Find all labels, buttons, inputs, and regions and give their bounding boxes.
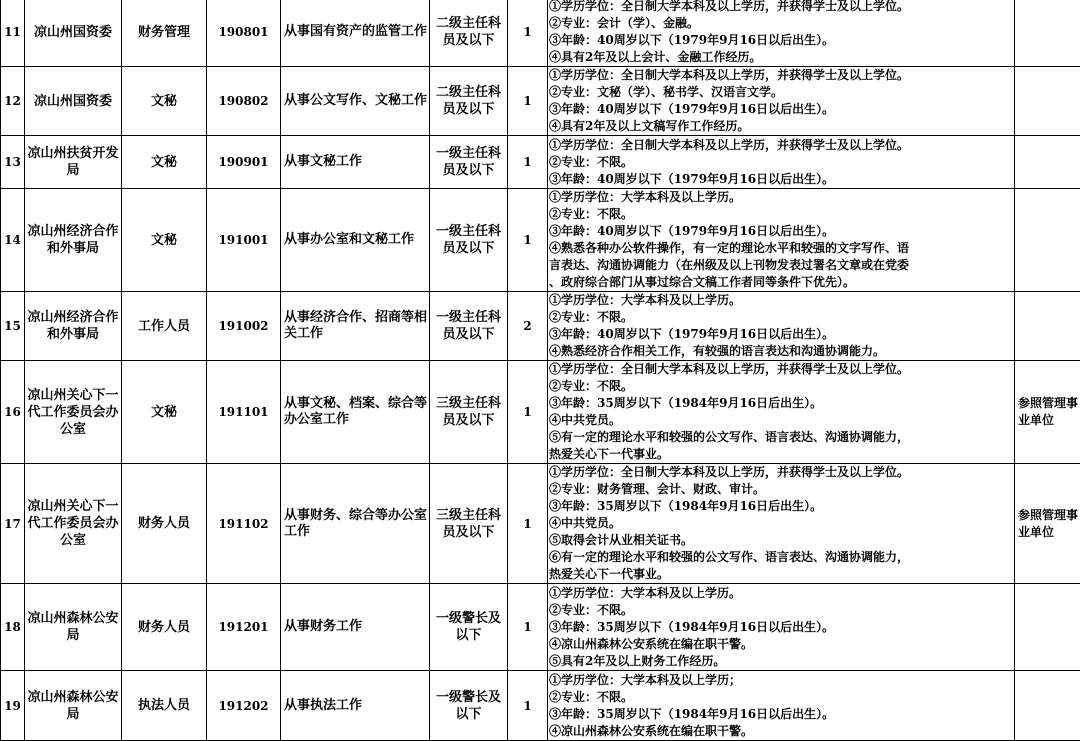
requirement-line: ①学历学位：全日制大学本科及以上学历，并获得学士及以上学位。	[549, 67, 1014, 84]
hiring-count: 1	[508, 361, 548, 464]
requirement-line: ③年龄：40周岁以下（1979年9月16日以后出生）。	[549, 223, 1014, 240]
table-row	[1, 67, 1080, 136]
job-grade: 三级主任科员及以下	[430, 464, 508, 584]
requirements-cell	[548, 361, 1015, 464]
position-name: 财务管理	[122, 0, 207, 67]
position-code: 191101	[207, 361, 281, 464]
job-duty: 从事经济合作、招商等相关工作	[281, 292, 430, 361]
job-grade: 三级主任科员及以下	[430, 361, 508, 464]
requirement-line: ③年龄：40周岁以下（1979年9月16日以后出生）。	[549, 326, 1014, 343]
position-name: 财务人员	[122, 464, 207, 584]
hiring-count: 1	[508, 464, 548, 584]
requirement-line: ③年龄：40周岁以下（1979年9月16日以后出生）。	[549, 101, 1014, 118]
requirement-line: ③年龄：35周岁以下（1984年9月16日后出生）。	[549, 395, 1014, 412]
position-code: 190901	[207, 136, 281, 189]
requirement-line: ⑤具有2年及以上财务工作经历。	[549, 653, 1014, 670]
position-name: 文秘	[122, 67, 207, 136]
table-row	[1, 0, 1080, 67]
hiring-count: 1	[508, 67, 548, 136]
requirements-cell	[548, 67, 1015, 136]
job-grade: 一级主任科员及以下	[430, 189, 508, 292]
row-number: 16	[1, 361, 25, 464]
position-code: 191102	[207, 464, 281, 584]
requirements-cell	[548, 0, 1015, 67]
table-row	[1, 136, 1080, 189]
job-duty: 从事财务工作	[281, 584, 430, 671]
requirements-cell	[548, 671, 1015, 741]
row-number: 12	[1, 67, 25, 136]
requirements-cell	[548, 189, 1015, 292]
table-row	[1, 361, 1080, 464]
hiring-unit: 凉山州森林公安局	[25, 584, 122, 671]
remarks-cell: 参照管理事业单位	[1015, 464, 1080, 584]
hiring-unit: 凉山州关心下一代工作委员会办公室	[25, 464, 122, 584]
row-number: 19	[1, 671, 25, 741]
remarks-cell	[1015, 67, 1080, 136]
remarks-cell	[1015, 0, 1080, 67]
hiring-unit: 凉山州关心下一代工作委员会办公室	[25, 361, 122, 464]
remarks-cell	[1015, 671, 1080, 741]
hiring-unit: 凉山州经济合作和外事局	[25, 189, 122, 292]
remarks-cell	[1015, 189, 1080, 292]
requirement-line: ⑤取得会计从业相关证书。	[549, 532, 1014, 549]
job-grade: 一级警长及以下	[430, 584, 508, 671]
requirement-line: ④具有2年及以上文稿写作工作经历。	[549, 118, 1014, 135]
requirement-line: ①学历学位：大学本科及以上学历。	[549, 585, 1014, 602]
hiring-unit: 凉山州国资委	[25, 0, 122, 67]
requirement-line: ①学历学位：全日制大学本科及以上学历，并获得学士及以上学位。	[549, 464, 1014, 481]
requirement-line: ①学历学位：全日制大学本科及以上学历，并获得学士及以上学位。	[549, 0, 1014, 15]
hiring-count: 1	[508, 189, 548, 292]
position-name: 文秘	[122, 136, 207, 189]
requirement-line: 、政府综合部门从事过综合文稿工作者同等条件下优先）。	[549, 274, 1014, 291]
job-duty: 从事执法工作	[281, 671, 430, 741]
requirement-line: ④熟悉经济合作相关工作，有较强的语言表达和沟通协调能力。	[549, 343, 1014, 360]
requirement-line: ①学历学位：大学本科及以上学历。	[549, 189, 1014, 206]
table-row	[1, 292, 1080, 361]
requirement-line: ④具有2年及以上会计、金融工作经历。	[549, 49, 1014, 66]
table-row	[1, 464, 1080, 584]
requirement-line: ②专业：不限。	[549, 154, 1014, 171]
table-body	[1, 0, 1080, 741]
requirement-line: ④凉山州森林公安系统在编在职干警。	[549, 723, 1014, 740]
job-grade: 一级警长及以下	[430, 671, 508, 741]
row-number: 17	[1, 464, 25, 584]
hiring-count: 1	[508, 0, 548, 67]
requirement-line: ④中共党员。	[549, 412, 1014, 429]
requirement-line: ⑤有一定的理论水平和较强的公文写作、语言表达、沟通协调能力，	[549, 429, 1014, 446]
requirement-line: ④凉山州森林公安系统在编在职干警。	[549, 636, 1014, 653]
row-number: 18	[1, 584, 25, 671]
requirements-cell	[548, 464, 1015, 584]
requirements-cell	[548, 136, 1015, 189]
row-number: 11	[1, 0, 25, 67]
remarks-cell	[1015, 136, 1080, 189]
requirement-line: ①学历学位：大学本科及以上学历。	[549, 292, 1014, 309]
position-name: 文秘	[122, 361, 207, 464]
remarks-cell	[1015, 292, 1080, 361]
hiring-count: 1	[508, 584, 548, 671]
requirement-line: ②专业：会计（学）、金融。	[549, 15, 1014, 32]
requirement-line: ②专业：不限。	[549, 309, 1014, 326]
hiring-unit: 凉山州国资委	[25, 67, 122, 136]
requirement-line: ①学历学位：全日制大学本科及以上学历，并获得学士及以上学位。	[549, 361, 1014, 378]
position-code: 190801	[207, 0, 281, 67]
hiring-unit: 凉山州扶贫开发局	[25, 136, 122, 189]
requirement-line: ③年龄：35周岁以下（1984年9月16日以后出生）。	[549, 706, 1014, 723]
requirement-line: ②专业：不限。	[549, 206, 1014, 223]
position-name: 财务人员	[122, 584, 207, 671]
requirements-cell	[548, 292, 1015, 361]
position-name: 工作人员	[122, 292, 207, 361]
job-duty: 从事财务、综合等办公室工作	[281, 464, 430, 584]
hiring-unit: 凉山州森林公安局	[25, 671, 122, 741]
hiring-unit: 凉山州经济合作和外事局	[25, 292, 122, 361]
requirement-line: ④中共党员。	[549, 515, 1014, 532]
requirement-line: ②专业：不限。	[549, 689, 1014, 706]
job-duty: 从事文秘工作	[281, 136, 430, 189]
requirement-line: ④熟悉各种办公软件操作，有一定的理论水平和较强的文字写作、语	[549, 240, 1014, 257]
hiring-count: 1	[508, 136, 548, 189]
requirement-line: 言表达、沟通协调能力（在州级及以上刊物发表过署名文章或在党委	[549, 257, 1014, 274]
position-code: 191001	[207, 189, 281, 292]
table-row	[1, 584, 1080, 671]
requirement-line: ②专业：文秘（学）、秘书学、汉语言文学。	[549, 84, 1014, 101]
requirement-line: 热爱关心下一代事业。	[549, 566, 1014, 583]
requirement-line: ⑥有一定的理论水平和较强的公文写作、语言表达、沟通协调能力，	[549, 549, 1014, 566]
position-code: 191201	[207, 584, 281, 671]
requirement-line: ②专业：财务管理、会计、财政、审计。	[549, 481, 1014, 498]
table-row	[1, 671, 1080, 741]
row-number: 13	[1, 136, 25, 189]
requirements-cell	[548, 584, 1015, 671]
table-row	[1, 189, 1080, 292]
requirement-line: ③年龄：40周岁以下（1979年9月16日以后出生）。	[549, 171, 1014, 188]
job-grade: 二级主任科员及以下	[430, 67, 508, 136]
job-grade: 一级主任科员及以下	[430, 136, 508, 189]
position-code: 191202	[207, 671, 281, 741]
requirement-line: ③年龄：35周岁以下（1984年9月16日以后出生）。	[549, 619, 1014, 636]
requirement-line: ①学历学位：全日制大学本科及以上学历，并获得学士及以上学位。	[549, 137, 1014, 154]
job-duty: 从事公文写作、文秘工作	[281, 67, 430, 136]
position-name: 文秘	[122, 189, 207, 292]
hiring-count: 2	[508, 292, 548, 361]
requirement-line: ②专业：不限。	[549, 602, 1014, 619]
job-duty: 从事办公室和文秘工作	[281, 189, 430, 292]
position-code: 190802	[207, 67, 281, 136]
remarks-cell: 参照管理事业单位	[1015, 361, 1080, 464]
requirement-line: ③年龄：40周岁以下（1979年9月16日以后出生）。	[549, 32, 1014, 49]
row-number: 15	[1, 292, 25, 361]
row-number: 14	[1, 189, 25, 292]
position-code: 191002	[207, 292, 281, 361]
hiring-count: 1	[508, 671, 548, 741]
job-duty: 从事文秘、档案、综合等办公室工作	[281, 361, 430, 464]
position-name: 执法人员	[122, 671, 207, 741]
requirement-line: ①学历学位：大学本科及以上学历；	[549, 672, 1014, 689]
job-duty: 从事国有资产的监管工作	[281, 0, 430, 67]
requirement-line: ②专业：不限。	[549, 378, 1014, 395]
job-grade: 二级主任科员及以下	[430, 0, 508, 67]
requirement-line: 热爱关心下一代事业。	[549, 446, 1014, 463]
job-grade: 一级主任科员及以下	[430, 292, 508, 361]
remarks-cell	[1015, 584, 1080, 671]
requirement-line: ③年龄：35周岁以下（1984年9月16日后出生）。	[549, 498, 1014, 515]
